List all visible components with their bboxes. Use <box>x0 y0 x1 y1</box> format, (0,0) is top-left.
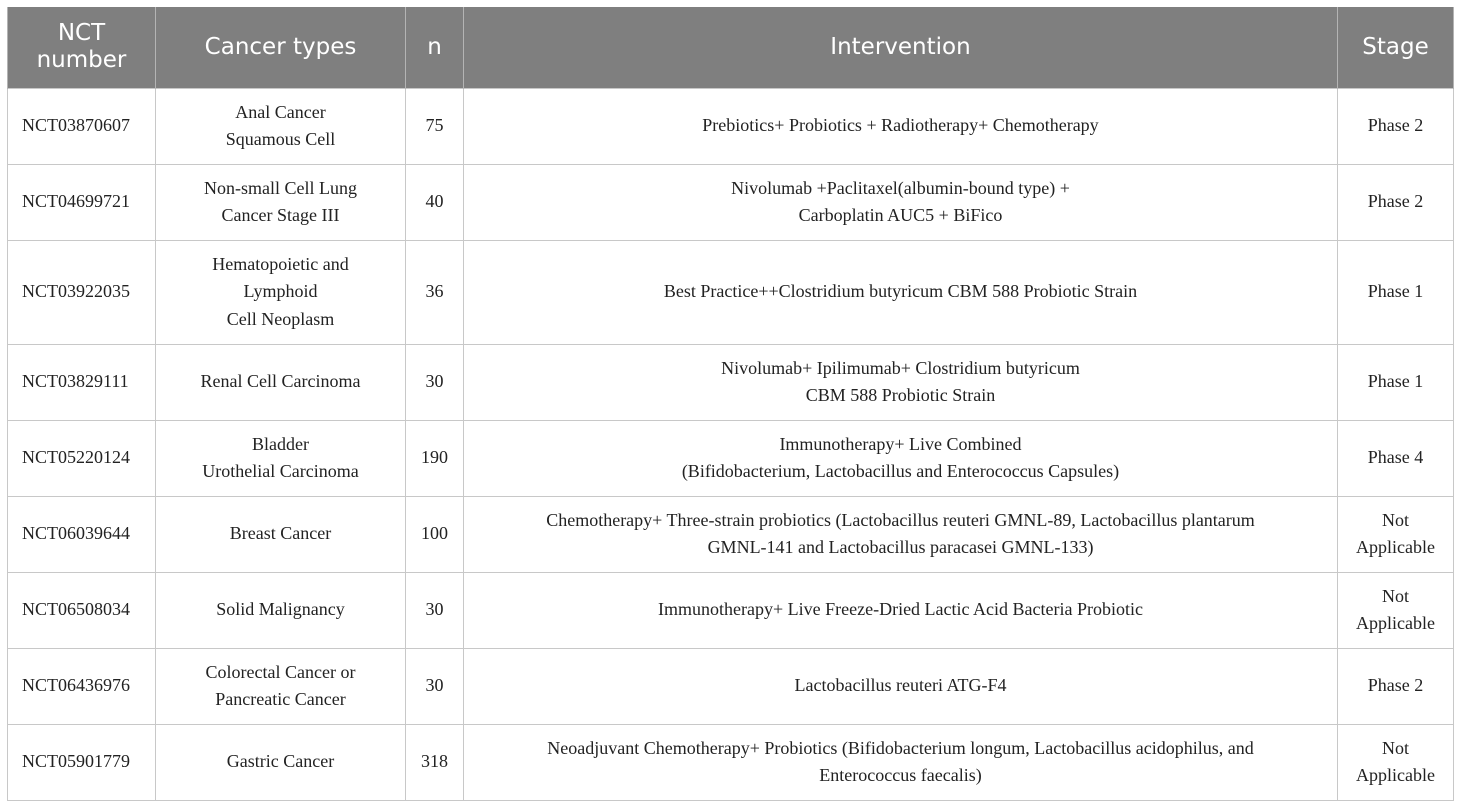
nct-number-cell: NCT03870607 <box>8 88 156 164</box>
intervention-line: Carboplatin AUC5 + BiFico <box>798 205 1003 225</box>
stage-line: Phase 2 <box>1367 115 1424 136</box>
cancer-type-line: Pancreatic Cancer <box>215 689 346 709</box>
header-cancer-types: Cancer types <box>156 7 406 88</box>
cancer-type-line: Solid Malignancy <box>216 599 345 620</box>
stage-cell <box>1338 572 1454 648</box>
stage-cell <box>1338 496 1454 572</box>
stage-line: Phase 4 <box>1367 447 1424 468</box>
intervention-line: CBM 588 Probiotic Strain <box>805 385 996 405</box>
cancer-type-cell <box>156 420 406 496</box>
table-row <box>8 88 1454 164</box>
cancer-type-line: Urothelial Carcinoma <box>202 461 359 481</box>
stage-line: Phase 1 <box>1367 281 1424 302</box>
stage-cell <box>1338 344 1454 420</box>
cancer-type-line: Non-small Cell Lung <box>204 177 357 198</box>
cancer-type-cell <box>156 164 406 240</box>
stage-line: Applicable <box>1356 613 1435 633</box>
stage-cell <box>1338 648 1454 724</box>
nct-number-cell: NCT06436976 <box>8 648 156 724</box>
intervention-cell <box>464 648 1338 724</box>
stage-line: Phase 2 <box>1367 675 1424 696</box>
stage-line: Not <box>1382 509 1409 530</box>
table-row <box>8 724 1454 800</box>
cancer-type-cell <box>156 724 406 800</box>
stage-cell <box>1338 724 1454 800</box>
intervention-cell <box>464 88 1338 164</box>
cancer-type-line: Bladder <box>252 433 309 454</box>
intervention-cell <box>464 496 1338 572</box>
sample-size-cell: 40 <box>406 164 464 240</box>
header-n: n <box>406 7 464 88</box>
stage-line: Not <box>1382 585 1409 606</box>
intervention-cell <box>464 164 1338 240</box>
table-row <box>8 420 1454 496</box>
table-row <box>8 344 1454 420</box>
cancer-type-cell <box>156 648 406 724</box>
table-header <box>8 7 1454 88</box>
stage-line: Applicable <box>1356 765 1435 785</box>
cancer-type-cell <box>156 344 406 420</box>
sample-size-cell: 75 <box>406 88 464 164</box>
cancer-type-cell <box>156 496 406 572</box>
sample-size-cell: 318 <box>406 724 464 800</box>
nct-number-cell: NCT03829111 <box>8 344 156 420</box>
stage-cell <box>1338 240 1454 344</box>
intervention-line: Enterococcus faecalis) <box>819 765 982 785</box>
cancer-type-line: Renal Cell Carcinoma <box>200 371 361 392</box>
table-body <box>8 88 1454 800</box>
cancer-type-line: Anal Cancer <box>235 101 326 122</box>
sample-size-cell: 36 <box>406 240 464 344</box>
cancer-type-line: Squamous Cell <box>225 129 336 149</box>
header-nct-number <box>8 7 156 88</box>
cancer-type-cell <box>156 88 406 164</box>
intervention-line: Immunotherapy+ Live Freeze-Dried Lactic Acid Bacteria Probiotic <box>658 599 1143 620</box>
cancer-type-line: Lymphoid <box>243 281 318 302</box>
table-row <box>8 572 1454 648</box>
intervention-line: Immunotherapy+ Live Combined <box>779 433 1022 454</box>
intervention-line: Neoadjuvant Chemotherapy+ Probiotics (Bifidobacterium longum, Lactobacillus acidophilus, and <box>547 737 1254 758</box>
sample-size-cell: 100 <box>406 496 464 572</box>
stage-line: Phase 2 <box>1367 191 1424 212</box>
table-row <box>8 496 1454 572</box>
intervention-line: Nivolumab +Paclitaxel(albumin-bound type) + <box>731 177 1070 198</box>
cancer-type-line: Breast Cancer <box>229 523 332 544</box>
intervention-line: GMNL-141 and Lactobacillus paracasei GMNL-133) <box>707 537 1094 557</box>
nct-number-cell: NCT04699721 <box>8 164 156 240</box>
header-stage: Stage <box>1338 7 1454 88</box>
intervention-line: Best Practice++Clostridium butyricum CBM 588 Probiotic Strain <box>663 281 1138 302</box>
intervention-cell <box>464 724 1338 800</box>
header-nct-line-1: NCT <box>57 20 106 47</box>
cancer-type-line: Cell Neoplasm <box>226 308 335 329</box>
cancer-type-line: Hematopoietic and <box>212 253 349 274</box>
intervention-cell <box>464 572 1338 648</box>
table-row <box>8 240 1454 344</box>
header-nct-line-2: number <box>36 47 127 74</box>
header-row <box>8 7 1454 88</box>
clinical-trials-table <box>7 7 1454 801</box>
cancer-type-line: Gastric Cancer <box>226 751 335 772</box>
cancer-type-cell <box>156 572 406 648</box>
table-row <box>8 164 1454 240</box>
sample-size-cell: 30 <box>406 572 464 648</box>
stage-cell <box>1338 420 1454 496</box>
table-row <box>8 648 1454 724</box>
intervention-line: Chemotherapy+ Three-strain probiotics (Lactobacillus reuteri GMNL-89, Lactobacillus plantarum <box>546 509 1255 530</box>
header-intervention: Intervention <box>464 7 1338 88</box>
cancer-type-line: Colorectal Cancer or <box>205 661 356 682</box>
sample-size-cell: 190 <box>406 420 464 496</box>
stage-line: Applicable <box>1356 537 1435 557</box>
intervention-cell <box>464 420 1338 496</box>
nct-number-cell: NCT05220124 <box>8 420 156 496</box>
intervention-line: Prebiotics+ Probiotics + Radiotherapy+ Chemotherapy <box>702 115 1099 136</box>
sample-size-cell: 30 <box>406 648 464 724</box>
intervention-cell <box>464 344 1338 420</box>
stage-cell <box>1338 164 1454 240</box>
nct-number-cell: NCT03922035 <box>8 240 156 344</box>
cancer-type-line: Cancer Stage III <box>221 205 340 225</box>
stage-line: Not <box>1382 737 1409 758</box>
cancer-type-cell <box>156 240 406 344</box>
intervention-line: Nivolumab+ Ipilimumab+ Clostridium butyricum <box>721 357 1080 378</box>
nct-number-cell: NCT06039644 <box>8 496 156 572</box>
intervention-cell <box>464 240 1338 344</box>
stage-cell <box>1338 88 1454 164</box>
intervention-line: Lactobacillus reuteri ATG-F4 <box>794 675 1007 696</box>
sample-size-cell: 30 <box>406 344 464 420</box>
nct-number-cell: NCT05901779 <box>8 724 156 800</box>
intervention-line: (Bifidobacterium, Lactobacillus and Enterococcus Capsules) <box>681 461 1120 481</box>
nct-number-cell: NCT06508034 <box>8 572 156 648</box>
stage-line: Phase 1 <box>1367 371 1424 392</box>
